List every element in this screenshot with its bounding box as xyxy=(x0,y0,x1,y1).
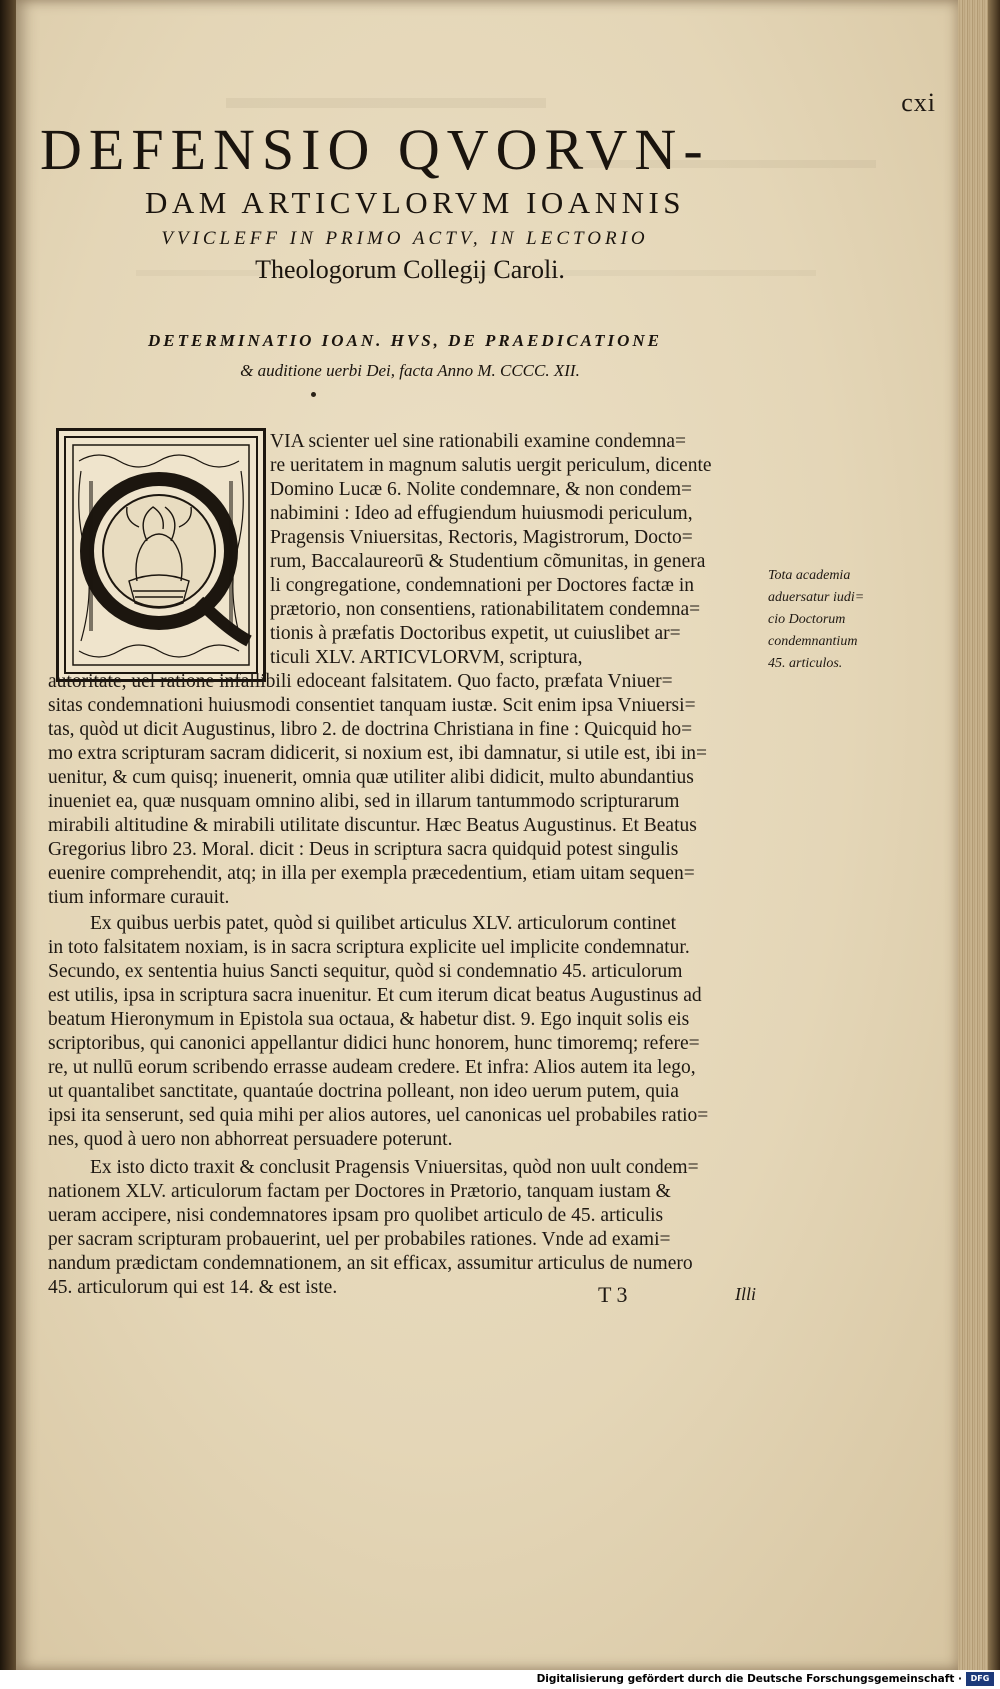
marginal-note-line: cio Doctorum xyxy=(768,612,846,627)
marginal-note-line: aduersatur iudi= xyxy=(768,590,865,605)
text-line: beatum Hieronymum in Epistola sua octaua, & habetur dist. 9. Ego inquit solis eis xyxy=(48,1009,690,1030)
text-line: mirabili altitudine & mirabili utilitate discuntur. Hæc Beatus Augustinus. Et Beatus xyxy=(48,815,697,836)
text-line: ipsi ita senserunt, sed quia mihi per alios autores, uel canonicas uel probabiles ratio= xyxy=(48,1105,709,1126)
ornament-dot xyxy=(311,392,316,397)
text-line: Ex isto dicto traxit & conclusit Pragensis Vniuersitas, quòd non uult condem= xyxy=(90,1157,699,1178)
determinatio-subheading: & auditione uerbi Dei, facta Anno M. CCCC. XII. xyxy=(240,361,580,380)
text-line: re ueritatem in magnum salutis uergit periculum, dicente xyxy=(270,455,712,476)
text-line: nandum prædictam condemnationem, an sit efficax, assumitur articulus de numero xyxy=(48,1253,693,1274)
text-line: in toto falsitatem noxiam, is in sacra scriptura explicite uel implicite condemnatur. xyxy=(48,937,690,958)
determinatio-heading: DETERMINATIO IOAN. HVS, DE PRAEDICATIONE xyxy=(148,331,662,350)
title-line-3: VVICLEFF IN PRIMO ACTV, IN LECTORIO xyxy=(161,228,649,249)
text-line: Secundo, ex sententia huius Sancti sequitur, quòd si condemnatio 45. articulorum xyxy=(48,961,683,982)
decorated-initial-q xyxy=(56,428,266,682)
text-line: mo extra scripturam sacram didicerit, si noxium est, ibi damnatur, si utile est, ibi in= xyxy=(48,743,707,764)
text-line: tium informare curauit. xyxy=(48,887,230,908)
title-line-2: DAM ARTICVLORVM IOANNIS xyxy=(144,185,686,220)
catchword: Illi xyxy=(735,1284,756,1304)
signature-mark: T 3 xyxy=(598,1282,628,1307)
text-line: tas, quòd ut dicit Augustinus, libro 2. de doctrina Christiana in fine : Quicquid ho= xyxy=(48,719,693,740)
text-line: Gregorius libro 23. Moral. dicit : Deus in scriptura sacra quidquid potest singulis xyxy=(48,839,679,860)
text-line: rum, Baccalaureorū & Studentium cõmunitas, in genera xyxy=(270,551,706,572)
text-line: scriptoribus, qui canonici appellantur didici hunc honorem, hunc timoremq; refere= xyxy=(48,1033,700,1054)
initial-woodcut-image xyxy=(59,431,263,679)
text-line: per sacram scripturam probauerint, uel per probabiles rationes. Vnde ad exami= xyxy=(48,1229,671,1250)
text-line: ut quantalibet sanctitate, quantaúe doctrina polleant, non ideo uerum putem, quia xyxy=(48,1081,679,1102)
text-line: inueniet ea, quæ nusquam omnino alibi, sed in illarum tantummodo scripturarum xyxy=(48,791,680,812)
text-line: tionis à præfatis Doctoribus expetit, ut cuiuslibet ar= xyxy=(270,623,681,644)
text-line: Domino Lucæ 6. Nolite condemnare, & non condem= xyxy=(270,479,693,500)
text-line: nabimini : Ideo ad effugiendum huiusmodi periculum, xyxy=(270,503,693,524)
text-line: uenitur, & cum quisq; inuenerit, omnia quæ utiliter alibi didicit, multo abundantius xyxy=(48,767,694,788)
text-line: ticuli XLV. ARTICVLORVM, scriptura, xyxy=(270,647,583,668)
text-line: est utilis, ipsa in scriptura sacra inuenitur. Et cum iterum dicat beatus Augustinus ad xyxy=(48,985,702,1006)
text-line: autoritate, uel ratione infallibili edoceant falsitatem. Quo facto, præfata Vniuer= xyxy=(48,671,673,692)
text-line: VIA scienter uel sine rationabili examine condemna= xyxy=(270,431,687,452)
text-line: nationem XLV. articulorum factam per Doctores in Prætorio, tanquam iustam & xyxy=(48,1181,671,1202)
marginal-note-line: condemnantium xyxy=(768,634,858,649)
text-line: Pragensis Vniuersitas, Rectoris, Magistrorum, Docto= xyxy=(270,527,693,548)
dfg-logo-icon: DFG xyxy=(966,1672,994,1686)
footer-credit: Digitalisierung gefördert durch die Deutsche Forschungsgemeinschaft · xyxy=(536,1673,962,1685)
marginal-note-line: 45. articulos. xyxy=(768,656,843,671)
bleed-through xyxy=(226,98,546,108)
text-line: ueram accipere, nisi condemnatores ipsam pro quolibet articulo de 45. articulis xyxy=(48,1205,664,1226)
page-fore-edge-shadow xyxy=(988,0,1000,1670)
text-line: re, ut nullū eorum scribendo errasse audeam credere. Et infra: Alios autem ita lego, xyxy=(48,1057,696,1078)
text-line: 45. articulorum qui est 14. & est iste. xyxy=(48,1277,338,1298)
marginal-note-line: Tota academia xyxy=(768,568,851,583)
title-line-1: DEFENSIO QVORVN- xyxy=(40,117,710,182)
text-line: euenire comprehendit, atq; in illa per exempla præcedentium, etiam uitam sequen= xyxy=(48,863,695,884)
title-line-4: Theologorum Collegij Caroli. xyxy=(255,255,565,284)
text-line: sitas condemnationi huiusmodi consentiet tanquam iustæ. Scit enim ipsa Vniuersi= xyxy=(48,695,696,716)
folio-number: cxi xyxy=(901,88,936,117)
text-line: nes, quod à uero non abhorreat persuadere poterunt. xyxy=(48,1129,453,1150)
text-line: li congregatione, condemnationi per Doctores factæ in xyxy=(270,575,694,596)
text-line: prætorio, non consentiens, rationabilitatem condemna= xyxy=(270,599,701,620)
text-line: Ex quibus uerbis patet, quòd si quilibet articulus XLV. articulorum continet xyxy=(90,913,676,934)
